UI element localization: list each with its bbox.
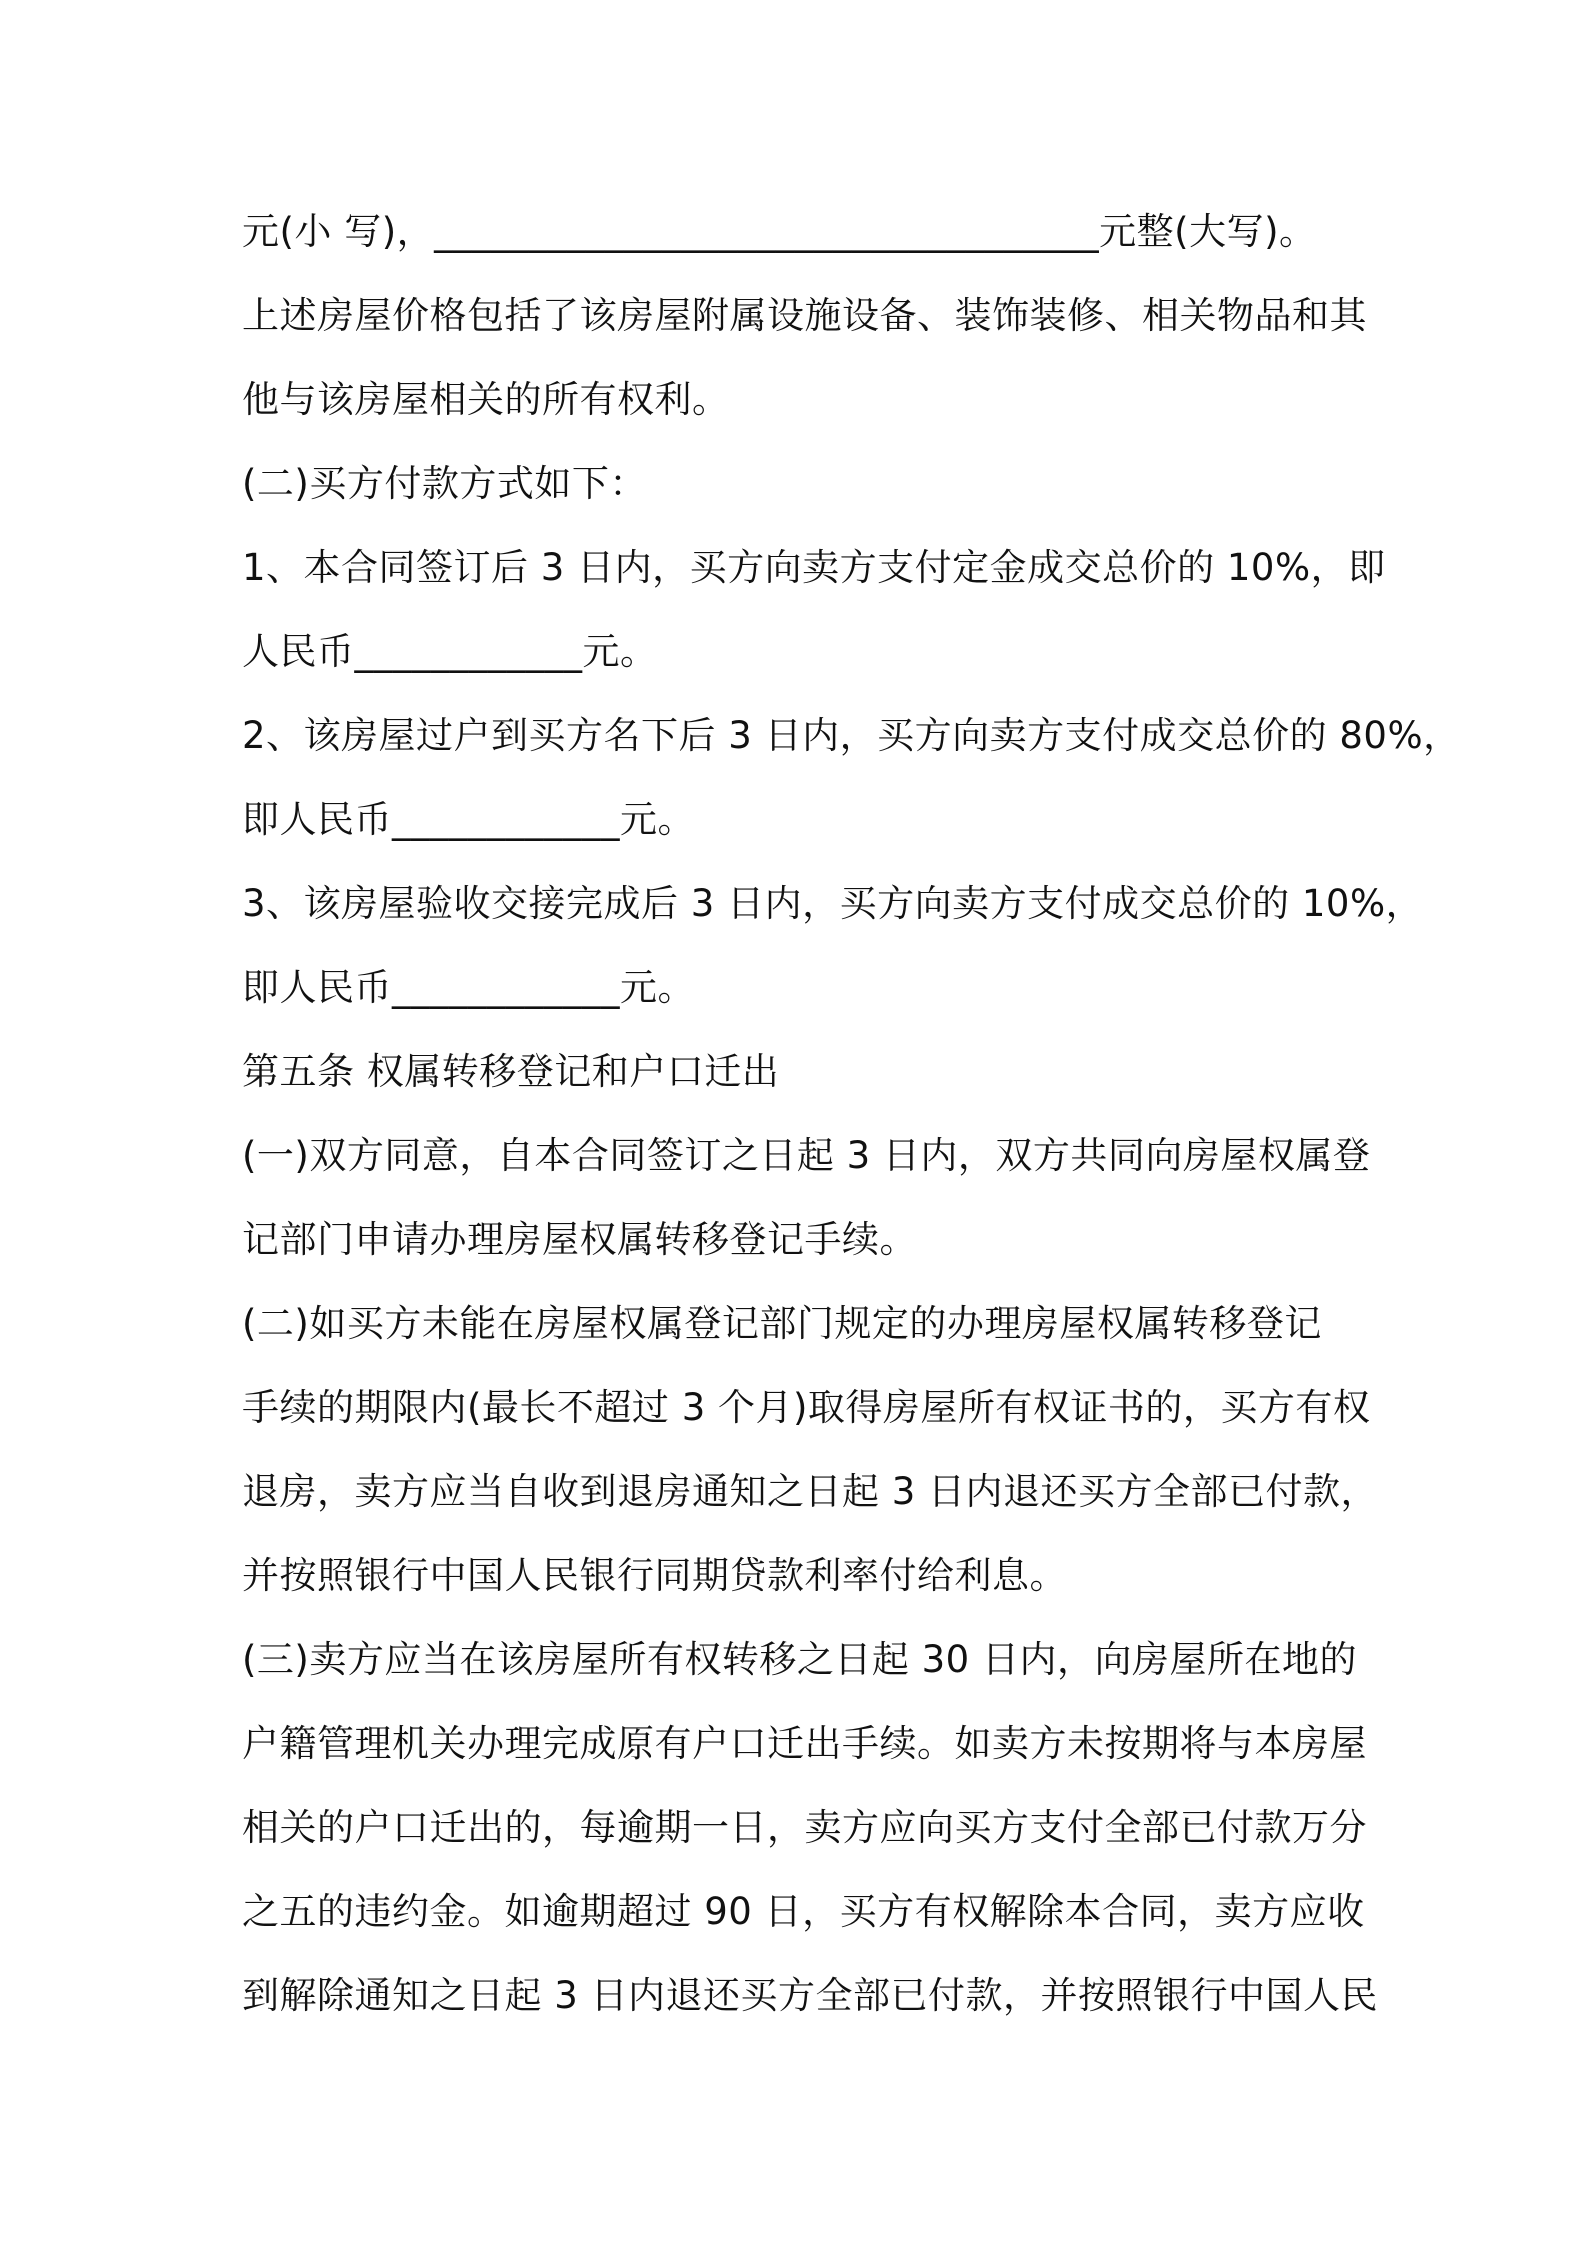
text-line: (二)买方付款方式如下：: [242, 462, 647, 505]
text-line: 退房，卖方应当自收到退房通知之日起 3 日内退还买方全部已付款，: [242, 1470, 1379, 1513]
text-line: 即人民币____________元。: [242, 966, 695, 1009]
section-heading: 第五条 权属转移登记和户口迁出: [242, 1050, 780, 1093]
text-line: 手续的期限内(最长不超过 3 个月)取得房屋所有权证书的，买方有权: [242, 1386, 1371, 1429]
text-line: 人民币____________元。: [242, 630, 658, 673]
text-line: 之五的违约金。如逾期超过 90 日，买方有权解除本合同，卖方应收: [242, 1890, 1365, 1933]
text-line: 记部门申请办理房屋权属转移登记手续。: [242, 1218, 917, 1261]
text-line: 上述房屋价格包括了该房屋附属设施设备、装饰装修、相关物品和其: [242, 294, 1367, 337]
text-line: 到解除通知之日起 3 日内退还买方全部已付款，并按照银行中国人民: [242, 1974, 1379, 2017]
text-line: 元(小 写)，___________________________________元整(大写)。: [242, 210, 1317, 253]
text-line: 户籍管理机关办理完成原有户口迁出手续。如卖方未按期将与本房屋: [242, 1722, 1367, 1765]
text-line: 2、该房屋过户到买方名下后 3 日内，买方向卖方支付成交总价的 80%，: [242, 714, 1461, 757]
text-line: 他与该房屋相关的所有权利。: [242, 378, 730, 421]
text-line: 3、该房屋验收交接完成后 3 日内，买方向卖方支付成交总价的 10%，: [242, 882, 1424, 925]
text-line: (一)双方同意，自本合同签订之日起 3 日内，双方共同向房屋权属登: [242, 1134, 1371, 1177]
text-line: (三)卖方应当在该房屋所有权转移之日起 30 日内，向房屋所在地的: [242, 1638, 1357, 1681]
text-line: (二)如买方未能在房屋权属登记部门规定的办理房屋权属转移登记: [242, 1302, 1322, 1345]
text-line: 1、本合同签订后 3 日内，买方向卖方支付定金成交总价的 10%，即: [242, 546, 1386, 589]
document-body: [242, 190, 1461, 2038]
text-line: 即人民币____________元。: [242, 798, 695, 841]
text-line: 相关的户口迁出的，每逾期一日，卖方应向买方支付全部已付款万分: [242, 1806, 1367, 1849]
text-line: 并按照银行中国人民银行同期贷款利率付给利息。: [242, 1554, 1067, 1597]
